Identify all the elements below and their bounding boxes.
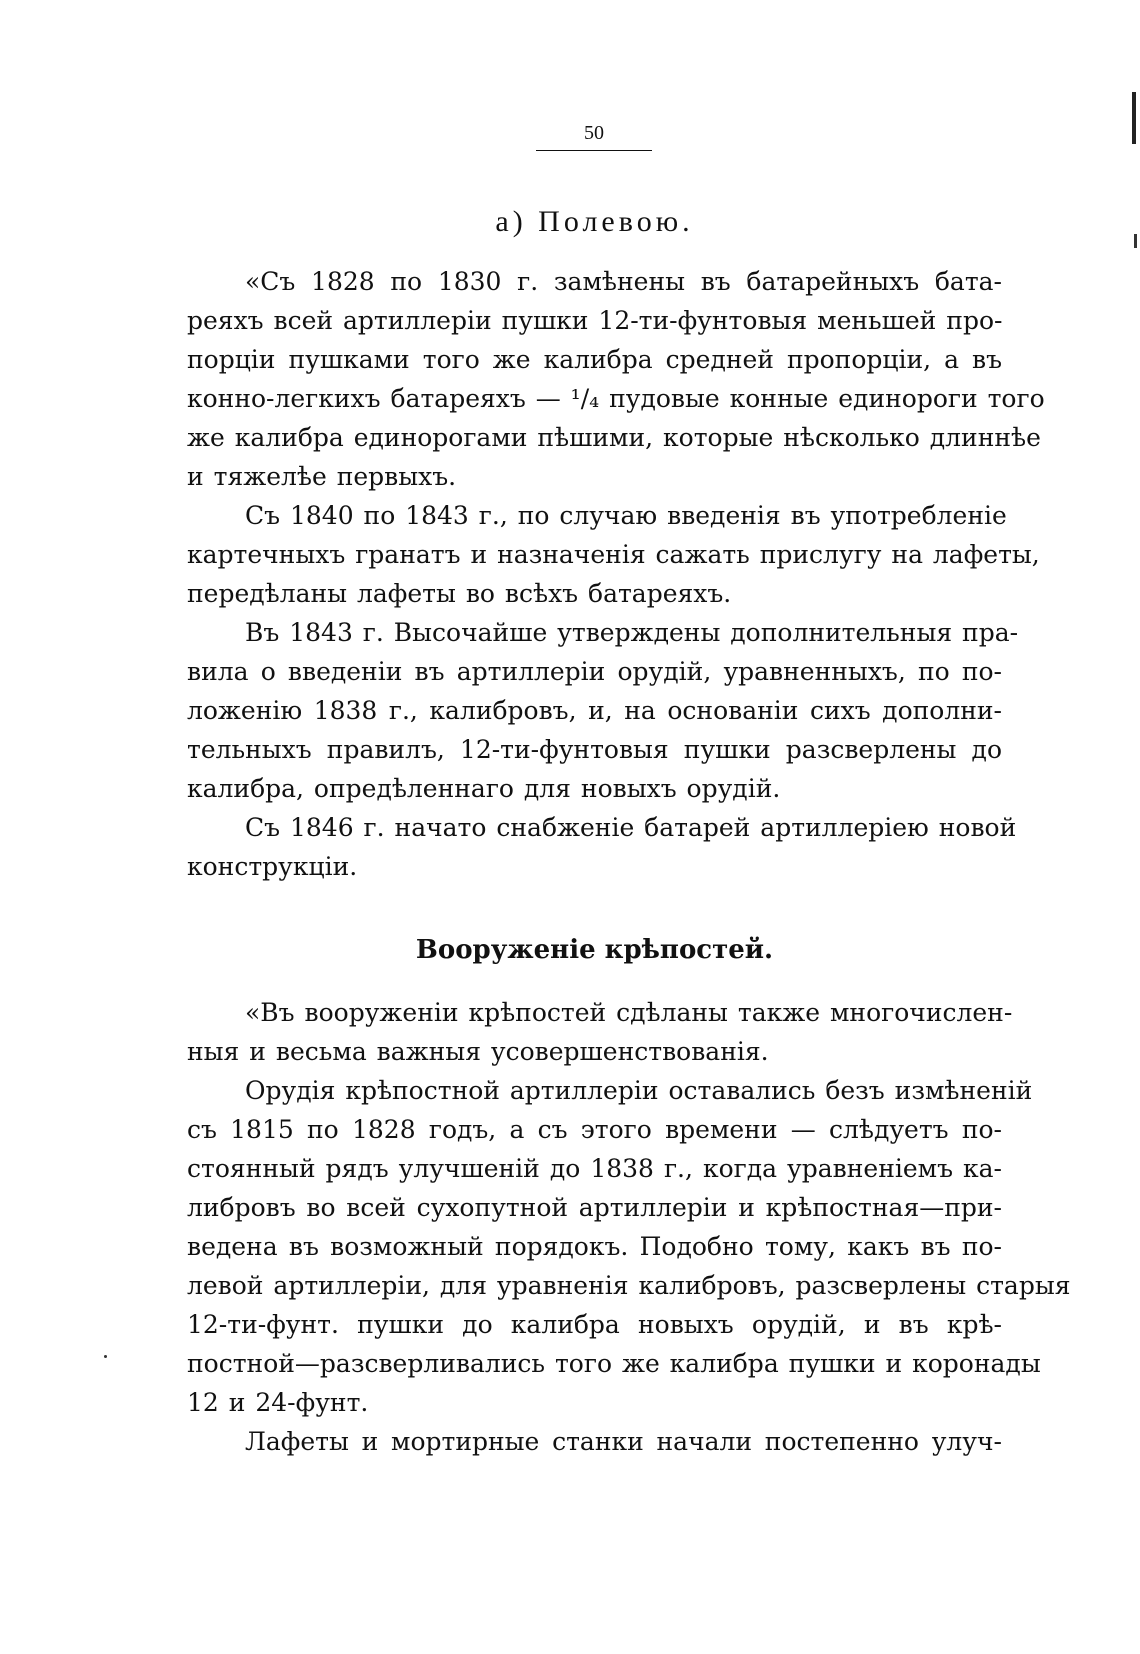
paragraph: [187, 262, 1045, 496]
paragraph: [187, 496, 1040, 613]
text-line: картечныхъ гранатъ и назначенія сажать прислугу на лафеты,: [187, 540, 1040, 569]
paragraph: [187, 1422, 1002, 1461]
text-line: либровъ во всей сухопутной артиллеріи и крѣпостная—при-: [187, 1193, 1002, 1222]
subsection-heading: а) Полевою.: [495, 205, 694, 238]
paragraph: [187, 1071, 1071, 1422]
text-line: левой артиллеріи, для уравненія калибровъ, разсверлены старыя: [187, 1271, 1071, 1300]
text-line: Въ 1843 г. Высочайше утверждены дополнительныя пра-: [245, 618, 1019, 647]
text-line: съ 1815 по 1828 годъ, а съ этого времени — слѣдуетъ по-: [187, 1115, 1002, 1144]
text-line: стоянный рядъ улучшеній до 1838 г., когда уравненіемъ ка-: [187, 1154, 1002, 1183]
text-line: конно-легкихъ батареяхъ — ¹/₄ пудовые конные единороги того: [187, 384, 1045, 413]
paragraph: [187, 993, 1013, 1071]
text-line: порціи пушками того же калибра средней пропорціи, а въ: [187, 345, 1002, 374]
scan-speck: [104, 1355, 107, 1358]
text-line: же калибра единорогами пѣшими, которые нѣсколько длиннѣе: [187, 423, 1041, 452]
fortress-armament-text: [187, 993, 1071, 1461]
text-line: передѣланы лафеты во всѣхъ батареяхъ.: [187, 579, 732, 608]
text-line: ведена въ возможный порядокъ. Подобно тому, какъ въ по-: [187, 1232, 1002, 1261]
scan-edge-mark: [1132, 92, 1136, 144]
text-line: «Въ вооруженіи крѣпостей сдѣланы также многочислен-: [245, 998, 1013, 1027]
text-line: 12 и 24-фунт.: [187, 1388, 369, 1417]
text-line: и тяжелѣе первыхъ.: [187, 462, 457, 491]
text-line: конструкціи.: [187, 852, 358, 881]
text-line: Лафеты и мортирные станки начали постепенно улуч-: [245, 1427, 1002, 1456]
field-artillery-text: [187, 262, 1045, 886]
text-line: ныя и весьма важныя усовершенствованія.: [187, 1037, 769, 1066]
page-number: 50: [536, 122, 652, 151]
text-line: 12-ти-фунт. пушки до калибра новыхъ орудій, и въ крѣ-: [187, 1310, 1002, 1339]
text-line: «Съ 1828 по 1830 г. замѣнены въ батарейныхъ бата-: [245, 267, 1002, 296]
text-line: постной—разсверливались того же калибра пушки и коронады: [187, 1349, 1041, 1378]
section-heading: Вооруженіе крѣпостей.: [415, 935, 774, 965]
text-line: Съ 1840 по 1843 г., по случаю введенія въ употребленіе: [245, 501, 1007, 530]
text-line: Орудія крѣпостной артиллеріи оставались безъ измѣненій: [245, 1076, 1033, 1105]
text-line: реяхъ всей артиллеріи пушки 12-ти-фунтовыя меньшей про-: [187, 306, 1003, 335]
scan-edge-mark: [1134, 234, 1137, 248]
text-line: вила о введеніи въ артиллеріи орудій, уравненныхъ, по по-: [187, 657, 1002, 686]
text-line: тельныхъ правилъ, 12-ти-фунтовыя пушки разсверлены до: [187, 735, 1002, 764]
text-line: ложенію 1838 г., калибровъ, и, на основаніи сихъ дополни-: [187, 696, 1002, 725]
text-line: Съ 1846 г. начато снабженіе батарей артиллеріею новой: [245, 813, 1017, 842]
text-line: калибра, опредѣленнаго для новыхъ орудій.: [187, 774, 781, 803]
paragraph: [187, 808, 1017, 886]
paragraph: [187, 613, 1019, 808]
